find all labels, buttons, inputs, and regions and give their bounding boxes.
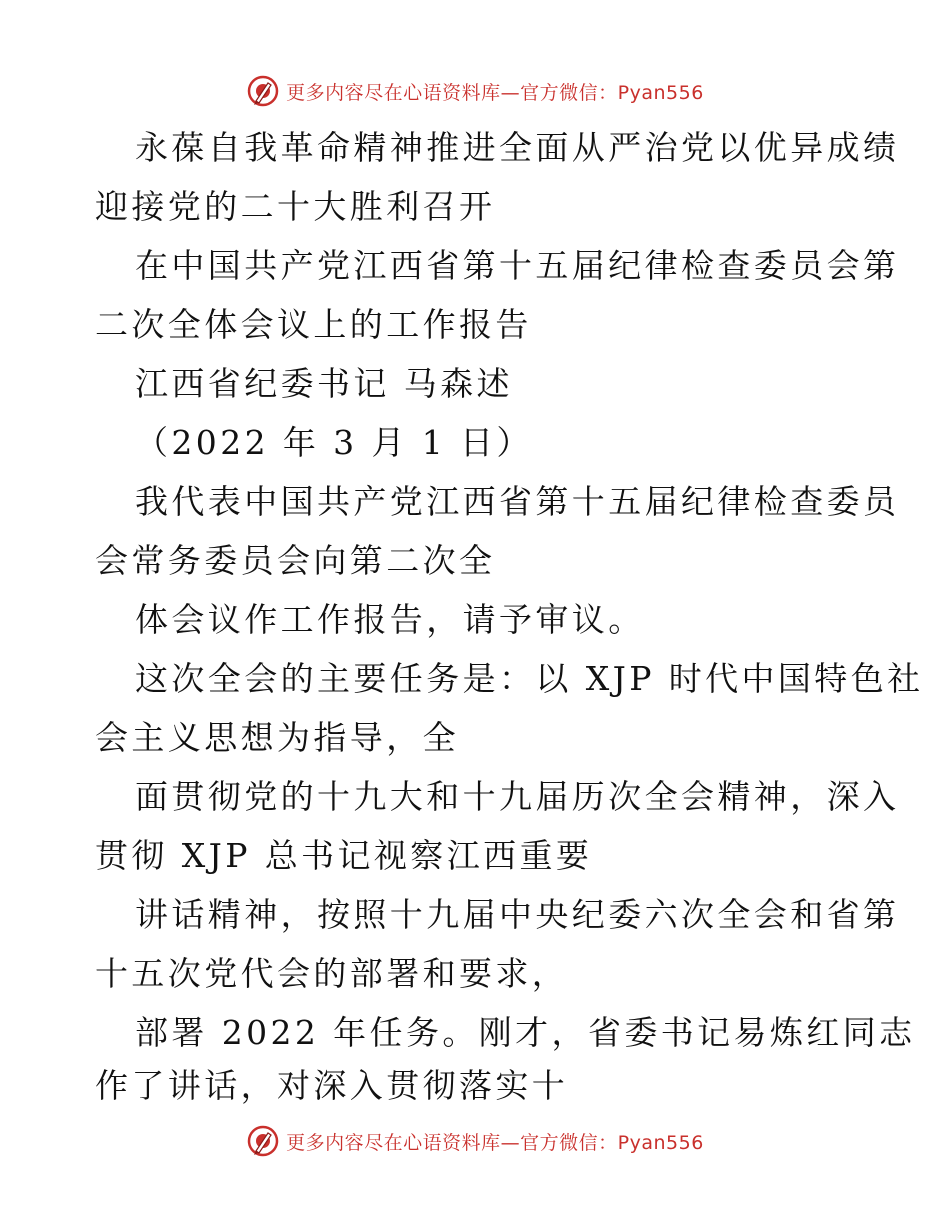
paragraph-line: 会常务委员会向第二次全 <box>95 541 496 580</box>
subtitle-line-2: 二次全体会议上的工作报告 <box>95 305 532 344</box>
header-watermark <box>0 71 950 111</box>
watermark-text: 更多内容尽在心语资料库—官方微信：Pyan556 <box>286 1131 704 1154</box>
footer-watermark <box>0 1121 950 1161</box>
paragraph-line: 体会议作工作报告，请予审议。 <box>135 600 645 639</box>
paragraph-line: 会主义思想为指导，全 <box>95 718 459 757</box>
paragraph-line: 贯彻 XJP 总书记视察江西重要 <box>95 836 593 875</box>
pen-logo-icon <box>246 74 280 108</box>
paragraph-line: 部署 2022 年任务。刚才，省委书记易炼红同志 <box>135 1013 916 1052</box>
author-line: 江西省纪委书记 马森述 <box>135 364 513 403</box>
paragraph-line: 讲话精神，按照十九届中央纪委六次全会和省第 <box>135 895 900 934</box>
paragraph-line: 这次全会的主要任务是：以 XJP 时代中国特色社 <box>135 659 924 698</box>
pen-logo-icon <box>246 1124 280 1158</box>
date-line: （2022 年 3 月 1 日） <box>135 423 533 462</box>
title-line-1: 永葆自我革命精神推进全面从严治党以优异成绩 <box>135 128 900 167</box>
paragraph-line: 作了讲话，对深入贯彻落实十 <box>95 1066 569 1105</box>
paragraph-line: 十五次党代会的部署和要求， <box>95 954 569 993</box>
subtitle-line-1: 在中国共产党江西省第十五届纪律检查委员会第 <box>135 246 900 285</box>
watermark-text: 更多内容尽在心语资料库—官方微信：Pyan556 <box>286 81 704 104</box>
paragraph-line: 我代表中国共产党江西省第十五届纪律检查委员 <box>135 482 900 521</box>
title-line-2: 迎接党的二十大胜利召开 <box>95 187 496 226</box>
paragraph-line: 面贯彻党的十九大和十九届历次全会精神，深入 <box>135 777 900 816</box>
